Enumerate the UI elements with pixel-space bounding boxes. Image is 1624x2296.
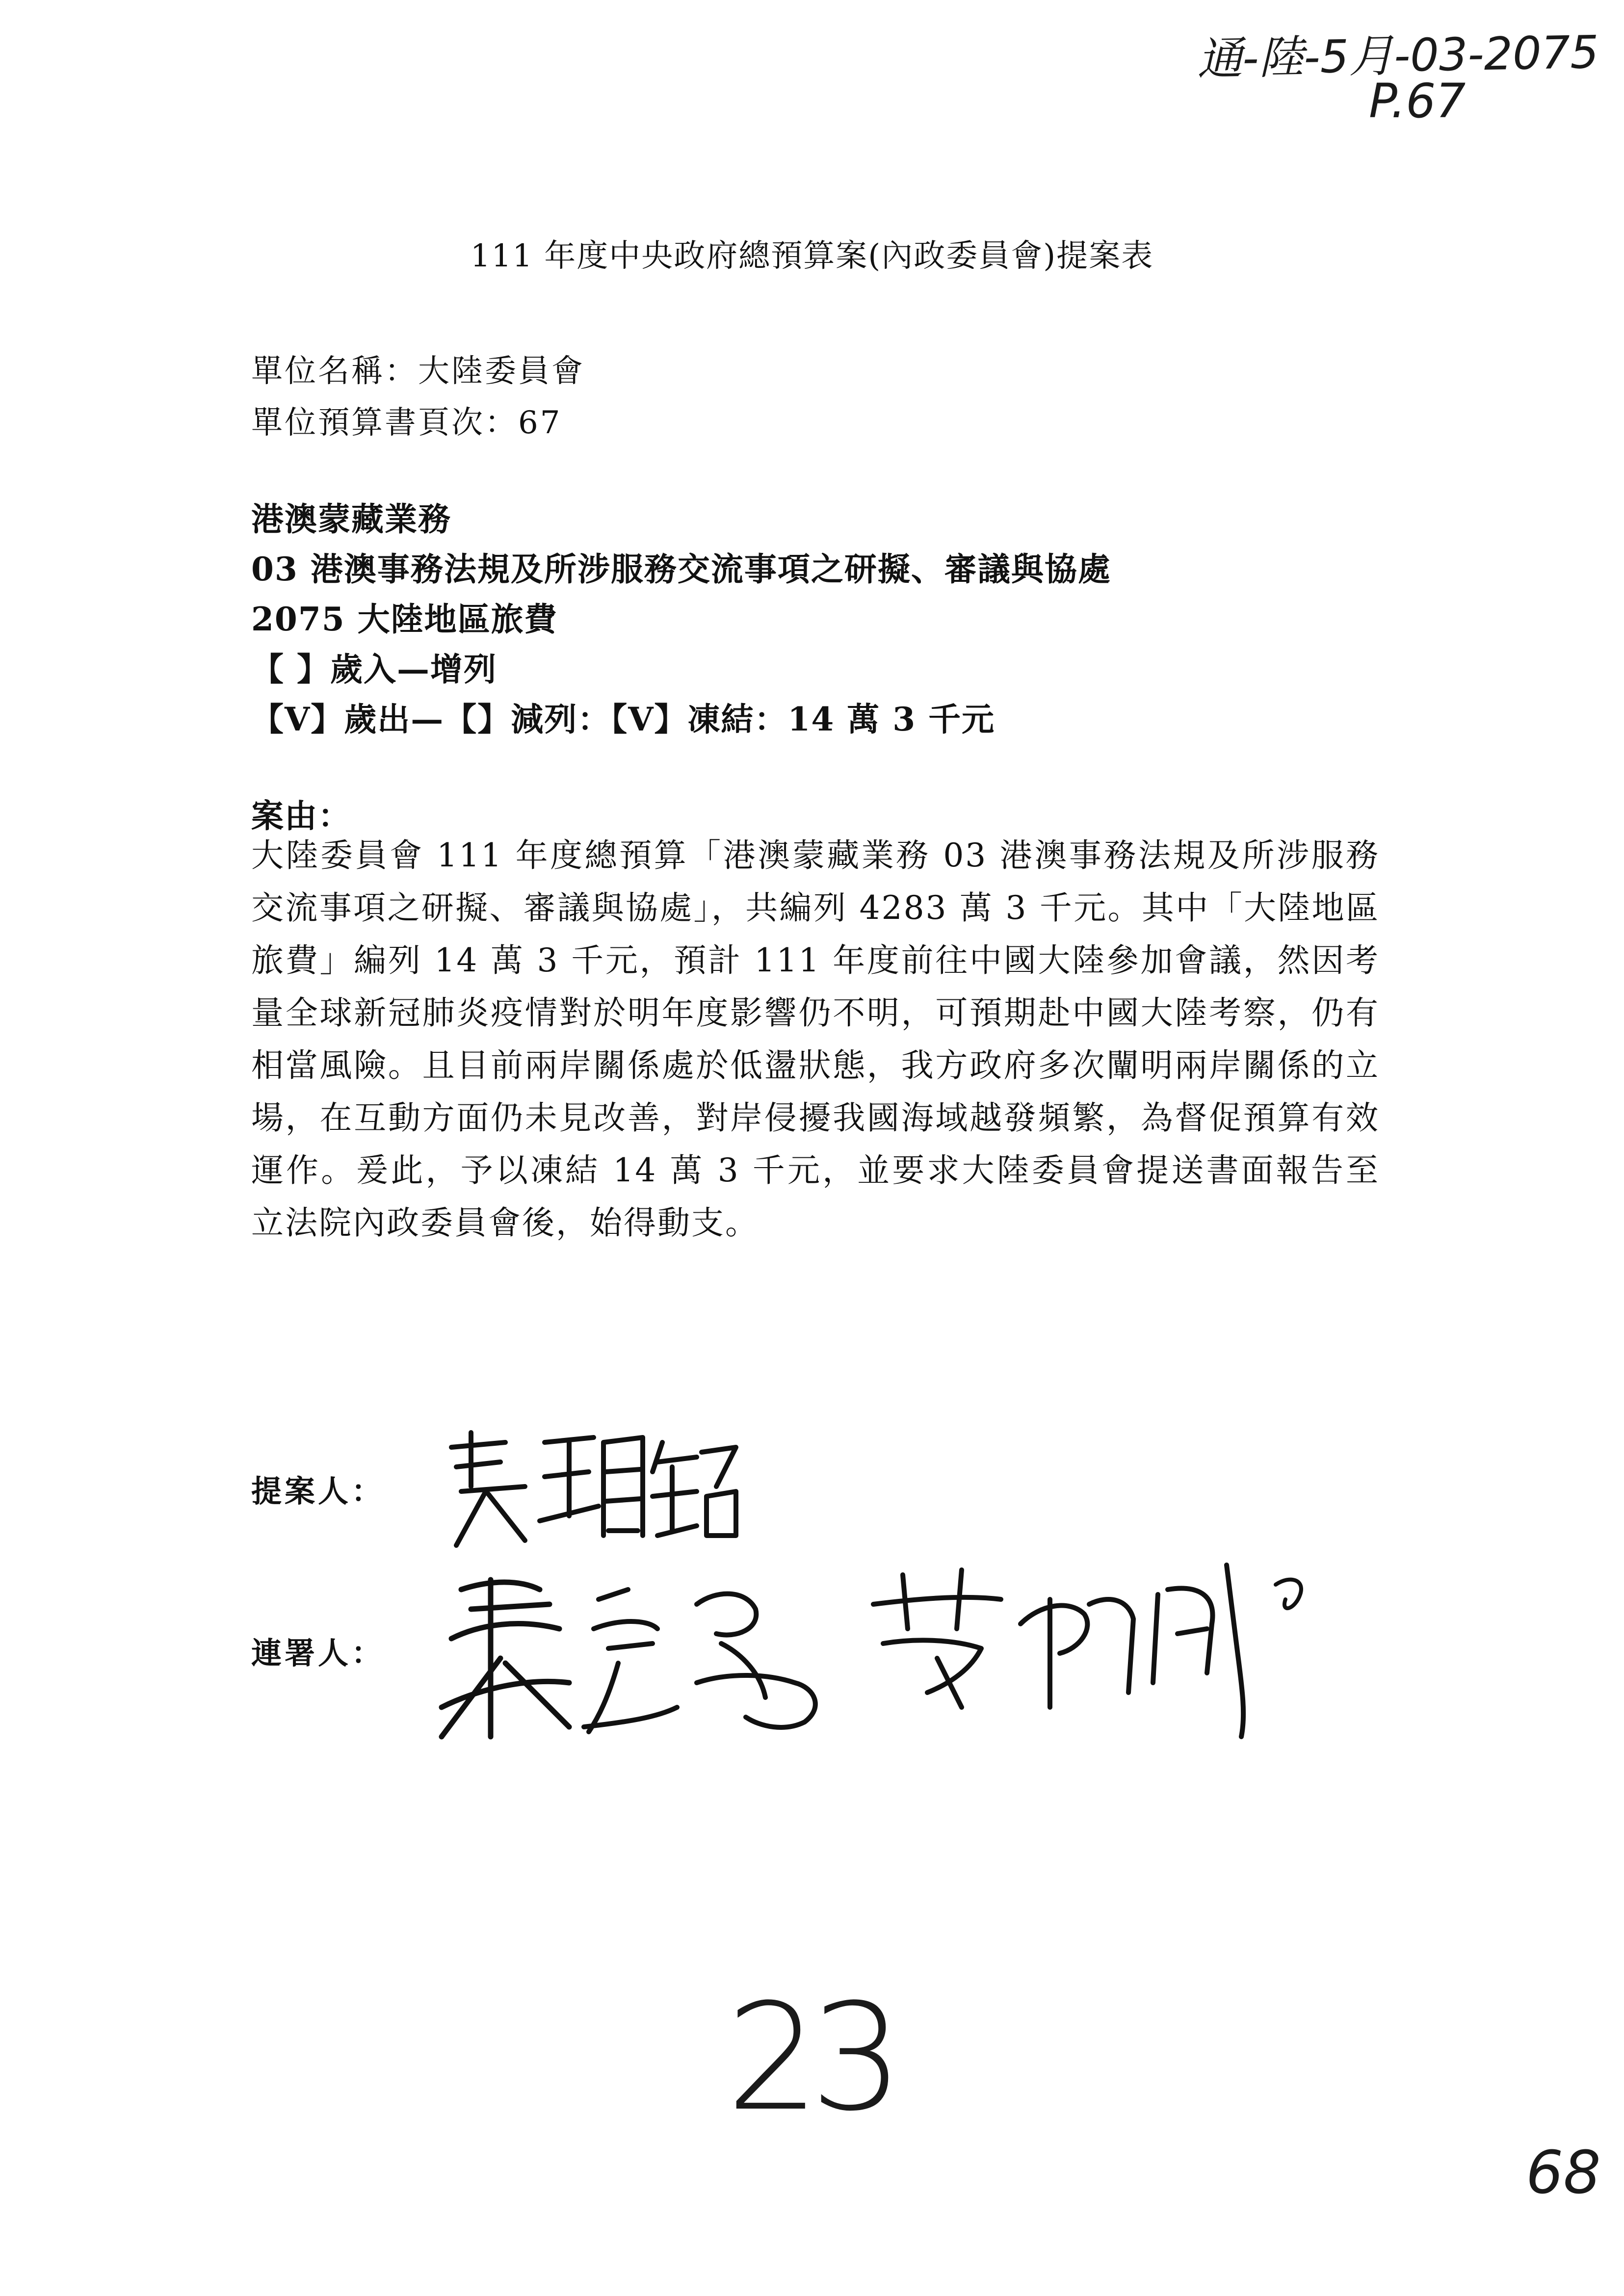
cosigner-label: 連署人： xyxy=(251,1635,385,1671)
handwritten-reference-code: 通-陸-5月-03-2075 xyxy=(1197,26,1599,86)
cosigner-signature-2 xyxy=(854,1545,1325,1742)
proposer-label: 提案人： xyxy=(251,1473,385,1509)
reason-label: 案由： xyxy=(251,797,351,835)
expense-freeze-line: 【V】歲出—【】減列：【V】凍結：14 萬 3 千元 xyxy=(251,700,995,738)
program-heading: 港澳蒙藏業務 xyxy=(251,500,451,538)
handwritten-sequence-number: 23 xyxy=(726,1972,894,2143)
document-title: 111 年度中央政府總預算案(內政委員會)提案表 xyxy=(470,238,1154,274)
handwritten-page-number: 68 xyxy=(1526,2139,1601,2207)
proposer-signature xyxy=(442,1413,746,1560)
cosigner-signature-1 xyxy=(422,1560,864,1747)
sub-item-heading: 2075 大陸地區旅費 xyxy=(251,600,558,638)
handwritten-page-reference: P.67 xyxy=(1369,74,1466,129)
item-heading: 03 港澳事務法規及所涉服務交流事項之研擬、審議與協處 xyxy=(251,550,1111,588)
reason-paragraph: 大陸委員會 111 年度總預算「港澳蒙藏業務 03 港澳事務法規及所涉服務交流事項之研擬、審議與協處」，共編列 4283 萬 3 千元。其中「大陸地區旅費」編列 14 萬 3 千元，預計 111 年度前往中國大陸參加會議，然因考量全球新冠肺炎疫情對於明年度影響仍不明，可預期赴中國大陸考察，仍有相當風險。且目前兩岸關係處於低盪狀態，我方政府多次闡明兩岸關係的立場，在互動方面仍未見改善，對岸侵擾我國海域越發頻繁，為督促預算有效運作。爰此，予以凍結 14 萬 3 千元，並要求大陸委員會提送書面報告至立法院內政委員會後，始得動支。 xyxy=(251,836,1380,1242)
income-line: 【 】歲入—增列 xyxy=(251,650,497,688)
unit-name: 單位名稱：大陸委員會 xyxy=(251,353,585,390)
budget-page-number: 單位預算書頁次：67 xyxy=(251,405,562,441)
